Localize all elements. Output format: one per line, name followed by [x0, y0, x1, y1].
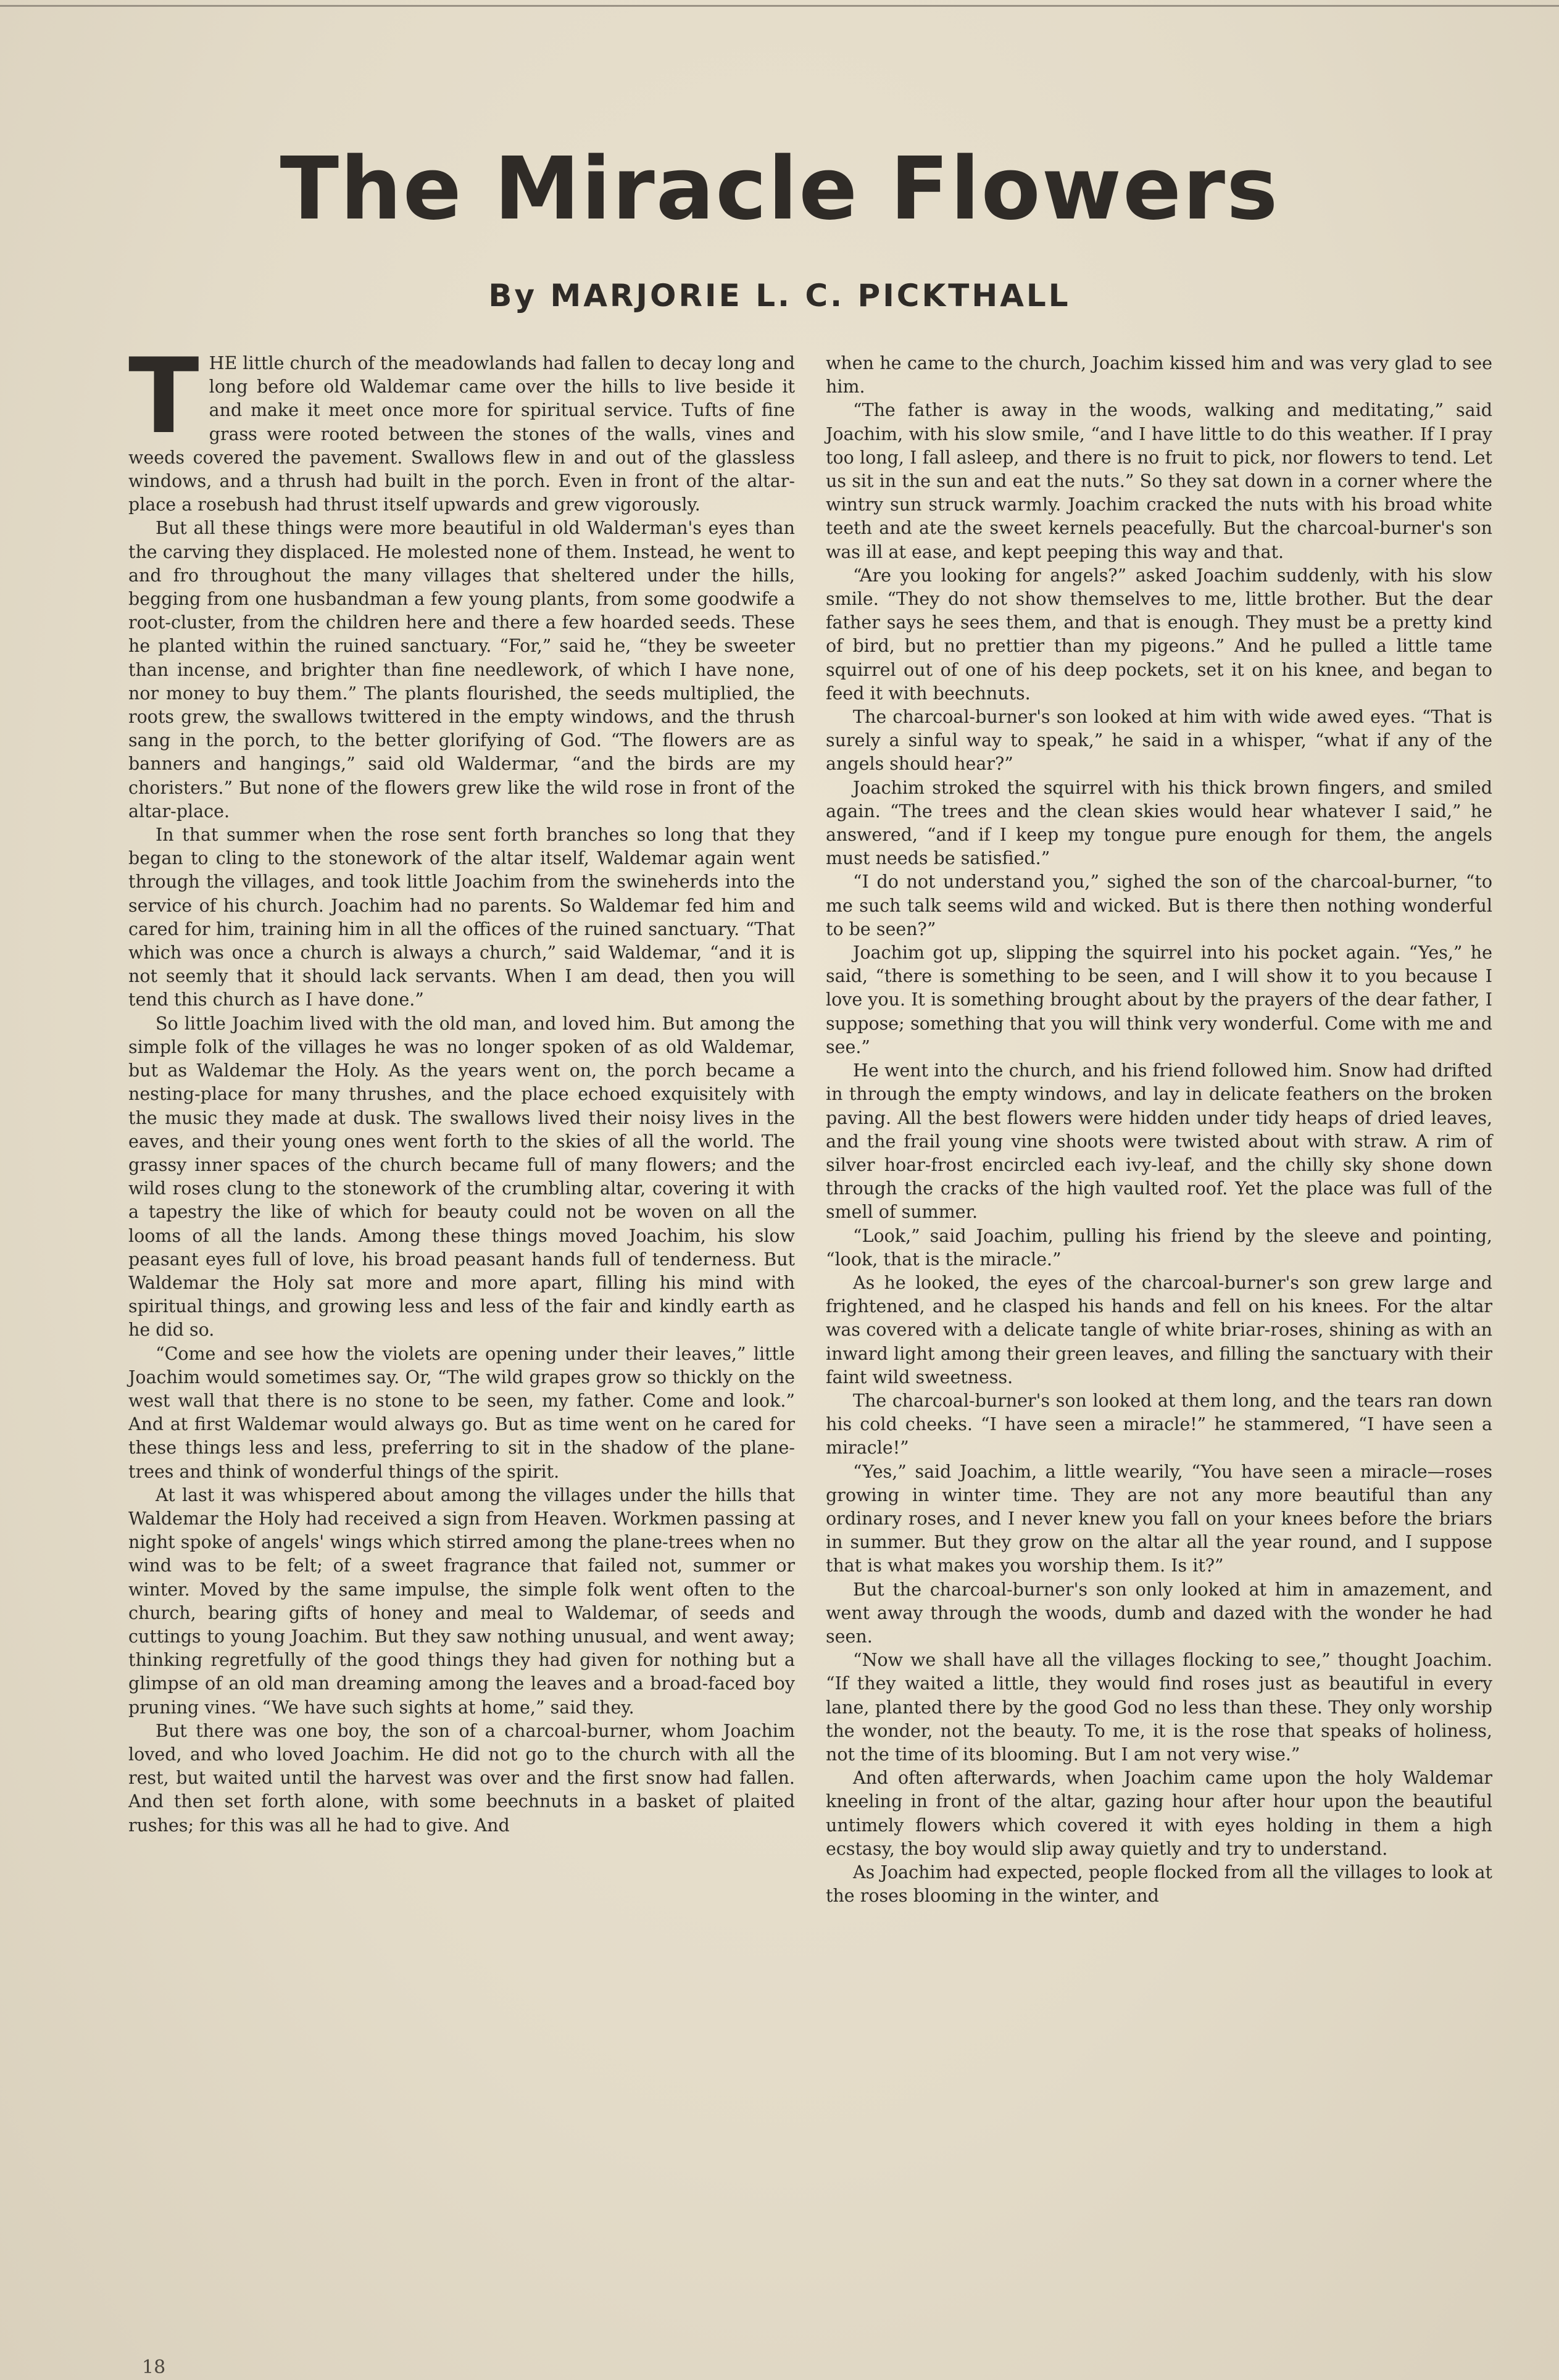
paragraph: But the charcoal-burner's son only looked at him in amazement, and went away through the woods, dumb and dazed with the wonder he had seen. — [826, 1579, 1492, 1647]
text-column-right — [826, 352, 1492, 1908]
paragraph-text: HE little church of the meadowlands had fallen to decay long and long before old Waldemar came over the hills to live beside it and make it meet once more for spiritual service. Tufts of fine grass were rooted between the stones of the walls, vines and weeds covered the pavement. Swallows flew in and out of the glassless windows, and a thrush had built in the porch. Even in front of the altar-place a rosebush had thrust itself upwards and grew vigorously. — [128, 353, 795, 515]
paragraph: when he came to the church, Joachim kissed him and was very glad to see him. — [826, 353, 1492, 397]
paragraph: And often afterwards, when Joachim came upon the holy Waldemar kneeling in front of the altar, gazing hour after hour upon the beautiful untimely flowers which covered it with eyes holding in them a high ecstasy, the boy would slip away quietly and try to understand. — [826, 1768, 1492, 1859]
paragraph: “I do not understand you,” sighed the son of the charcoal-burner, “to me such talk seems wild and wicked. But is there then nothing wonderful to be seen?” — [826, 872, 1492, 939]
paragraph: “Yes,” said Joachim, a little wearily, “You have seen a miracle—roses growing in winter time. They are not any more beautiful than any ordinary roses, and I never knew you fall on your knees before the briars in summer. But they grow on the altar all the year round, and I suppose that is what makes you worship them. Is it?” — [826, 1461, 1492, 1576]
paragraph: He went into the church, and his friend followed him. Snow had drifted in through the empty windows, and lay in delicate feathers on the broken paving. All the best flowers were hidden under tidy heaps of dried leaves, and the frail young vine shoots were twisted about with straw. A rim of silver hoar-frost encircled each ivy-leaf, and the chilly sky shone down through the cracks of the high vaulted roof. Yet the place was full of the smell of summer. — [826, 1060, 1492, 1223]
paragraph: As Joachim had expected, people flocked from all the villages to look at the roses blooming in the winter, and — [826, 1862, 1492, 1907]
paragraph — [128, 336, 795, 517]
article-title: The Miracle Flowers — [280, 139, 1279, 239]
paragraph: The charcoal-burner's son looked at him with wide awed eyes. “That is surely a sinful way to speak,” he said in a whisper, “what if any of the angels should hear?” — [826, 707, 1492, 775]
paragraph: The charcoal-burner's son looked at them long, and the tears ran down his cold cheeks. “I have seen a miracle!” he stammered, “I have seen a miracle!” — [826, 1390, 1492, 1458]
paragraph: “Come and see how the violets are opening under their leaves,” little Joachim would sometimes say. Or, “The wild grapes grow so thickly on the west wall that there is no stone to be seen, my father. Come and look.” And at first Waldemar would always go. But as time went on he cared for these things less and less, preferring to sit in the shadow of the plane-trees and think of wonderful things of the spirit. — [128, 1343, 795, 1482]
paragraph: As he looked, the eyes of the charcoal-burner's son grew large and frightened, and he clasped his hands and fell on his knees. For the altar was covered with a delicate tangle of white briar-roses, shining as with an inward light among their green leaves, and filling the sanctuary with their faint wild sweetness. — [826, 1272, 1492, 1388]
paragraph: “The father is away in the woods, walking and meditating,” said Joachim, with his slow smile, “and I have little to do this weather. If I pray too long, I fall asleep, and there is no fruit to pick, nor flowers to tend. Let us sit in the sun and eat the nuts.” So they sat down in a corner where the wintry sun struck warmly. Joachim cracked the nuts with his broad white teeth and ate the sweet kernels peacefully. But the charcoal-burner's son was ill at ease, and kept peeping this way and that. — [826, 400, 1492, 562]
paragraph: At last it was whispered about among the villages under the hills that Waldemar the Holy had received a sign from Heaven. Workmen passing at night spoke of angels' wings which stirred among the plane-trees when no wind was to be felt; of a sweet fragrance that failed not, summer or winter. Moved by the same impulse, the simple folk went often to the church, bearing gifts of honey and meal to Waldemar, of seeds and cuttings to young Joachim. But they saw nothing unusual, and went away; thinking regretfully of the good things they had given for nothing but a glimpse of an old man dreaming among the leaves and a broad-faced boy pruning vines. “We have such sights at home,” said they. — [128, 1484, 795, 1718]
paragraph: Joachim stroked the squirrel with his thick brown fingers, and smiled again. “The trees and the clean skies would hear whatever I said,” he answered, “and if I keep my tongue pure enough for them, the angels must needs be satisfied.” — [826, 777, 1492, 869]
paragraph: So little Joachim lived with the old man, and loved him. But among the simple folk of the villages he was no longer spoken of as old Waldemar, but as Waldemar the Holy. As the years went on, the porch became a nesting-place for many thrushes, and the place echoed exquisitely with the music they made at dusk. The swallows lived their noisy lives in the eaves, and their young ones went forth to the skies of all the world. The grassy inner spaces of the church became full of many flowers; and the wild roses clung to the stonework of the crumbling altar, covering it with a tapestry the like of which for beauty could not be woven on all the looms of all the lands. Among these things moved Joachim, his slow peasant eyes full of love, his broad peasant hands full of tenderness. But Waldemar the Holy sat more and more apart, filling his mind with spiritual things, and growing less and less of the fair and kindly earth as he did so. — [128, 1013, 795, 1341]
paragraph: In that summer when the rose sent forth branches so long that they began to cling to the stonework of the altar itself, Waldemar again went through the villages, and took little Joachim from the swineherds into the service of his church. Joachim had no parents. So Waldemar fed him and cared for him, training him in all the offices of the ruined sanctuary. “That which was once a church is always a church,” said Waldemar, “and it is not seemly that it should lack servants. When I am dead, then you will tend this church as I have done.” — [128, 825, 795, 1010]
paragraph: “Are you looking for angels?” asked Joachim suddenly, with his slow smile. “They do not show themselves to me, little brother. But the dear father says he sees them, and that is enough. They must be a pretty kind of bird, but no prettier than my pigeons.” And he pulled a little tame squirrel out of one of his deep pockets, set it on his knee, and began to feed it with beechnuts. — [826, 565, 1492, 704]
paragraph: “Look,” said Joachim, pulling his friend by the sleeve and pointing, “look, that is the miracle.” — [826, 1225, 1492, 1270]
page-number: 18 — [142, 2357, 166, 2378]
paragraph: “Now we shall have all the villages flocking to see,” thought Joachim. “If they waited a little, they would find roses just as beautiful in every lane, planted there by the good God no less than these. They only worship the wonder, not the beauty. To me, it is the rose that speaks of holiness, not the time of its blooming. But I am not very wise.” — [826, 1650, 1492, 1765]
text-column-left — [128, 336, 795, 1837]
paragraph: Joachim got up, slipping the squirrel into his pocket again. “Yes,” he said, “there is something to be seen, and I will show it to you because I love you. It is something brought about by the prayers of the dear father, I suppose; something that you will think very wonderful. Come with me and see.” — [826, 942, 1492, 1057]
page-top-rule — [0, 5, 1559, 7]
paragraph: But all these things were more beautiful in old Walderman's eyes than the carving they displaced. He molested none of them. Instead, he went to and fro throughout the many villages that sheltered under the hills, begging from one husbandman a few young plants, from some goodwife a root-cluster, from the children here and there a few hoarded seeds. These he planted within the ruined sanctuary. “For,” said he, “they be sweeter than incense, and brighter than fine needlework, of which I have none, nor money to buy them.” The plants flourished, the seeds multiplied, the roots grew, the swallows twittered in the empty windows, and the thrush sang in the porch, to the better glorifying of God. “The flowers are as banners and hangings,” said old Waldermar, “and the birds are my choristers.” But none of the flowers grew like the wild rose in front of the altar-place. — [128, 518, 795, 822]
paragraph: But there was one boy, the son of a charcoal-burner, whom Joachim loved, and who loved Joachim. He did not go to the church with all the rest, but waited until the harvest was over and the first snow had fallen. And then set forth alone, with some beechnuts in a basket of plaited rushes; for this was all he had to give. And — [128, 1720, 795, 1836]
drop-cap: T — [128, 336, 199, 457]
article-byline: By MARJORIE L. C. PICKTHALL — [488, 278, 1071, 314]
